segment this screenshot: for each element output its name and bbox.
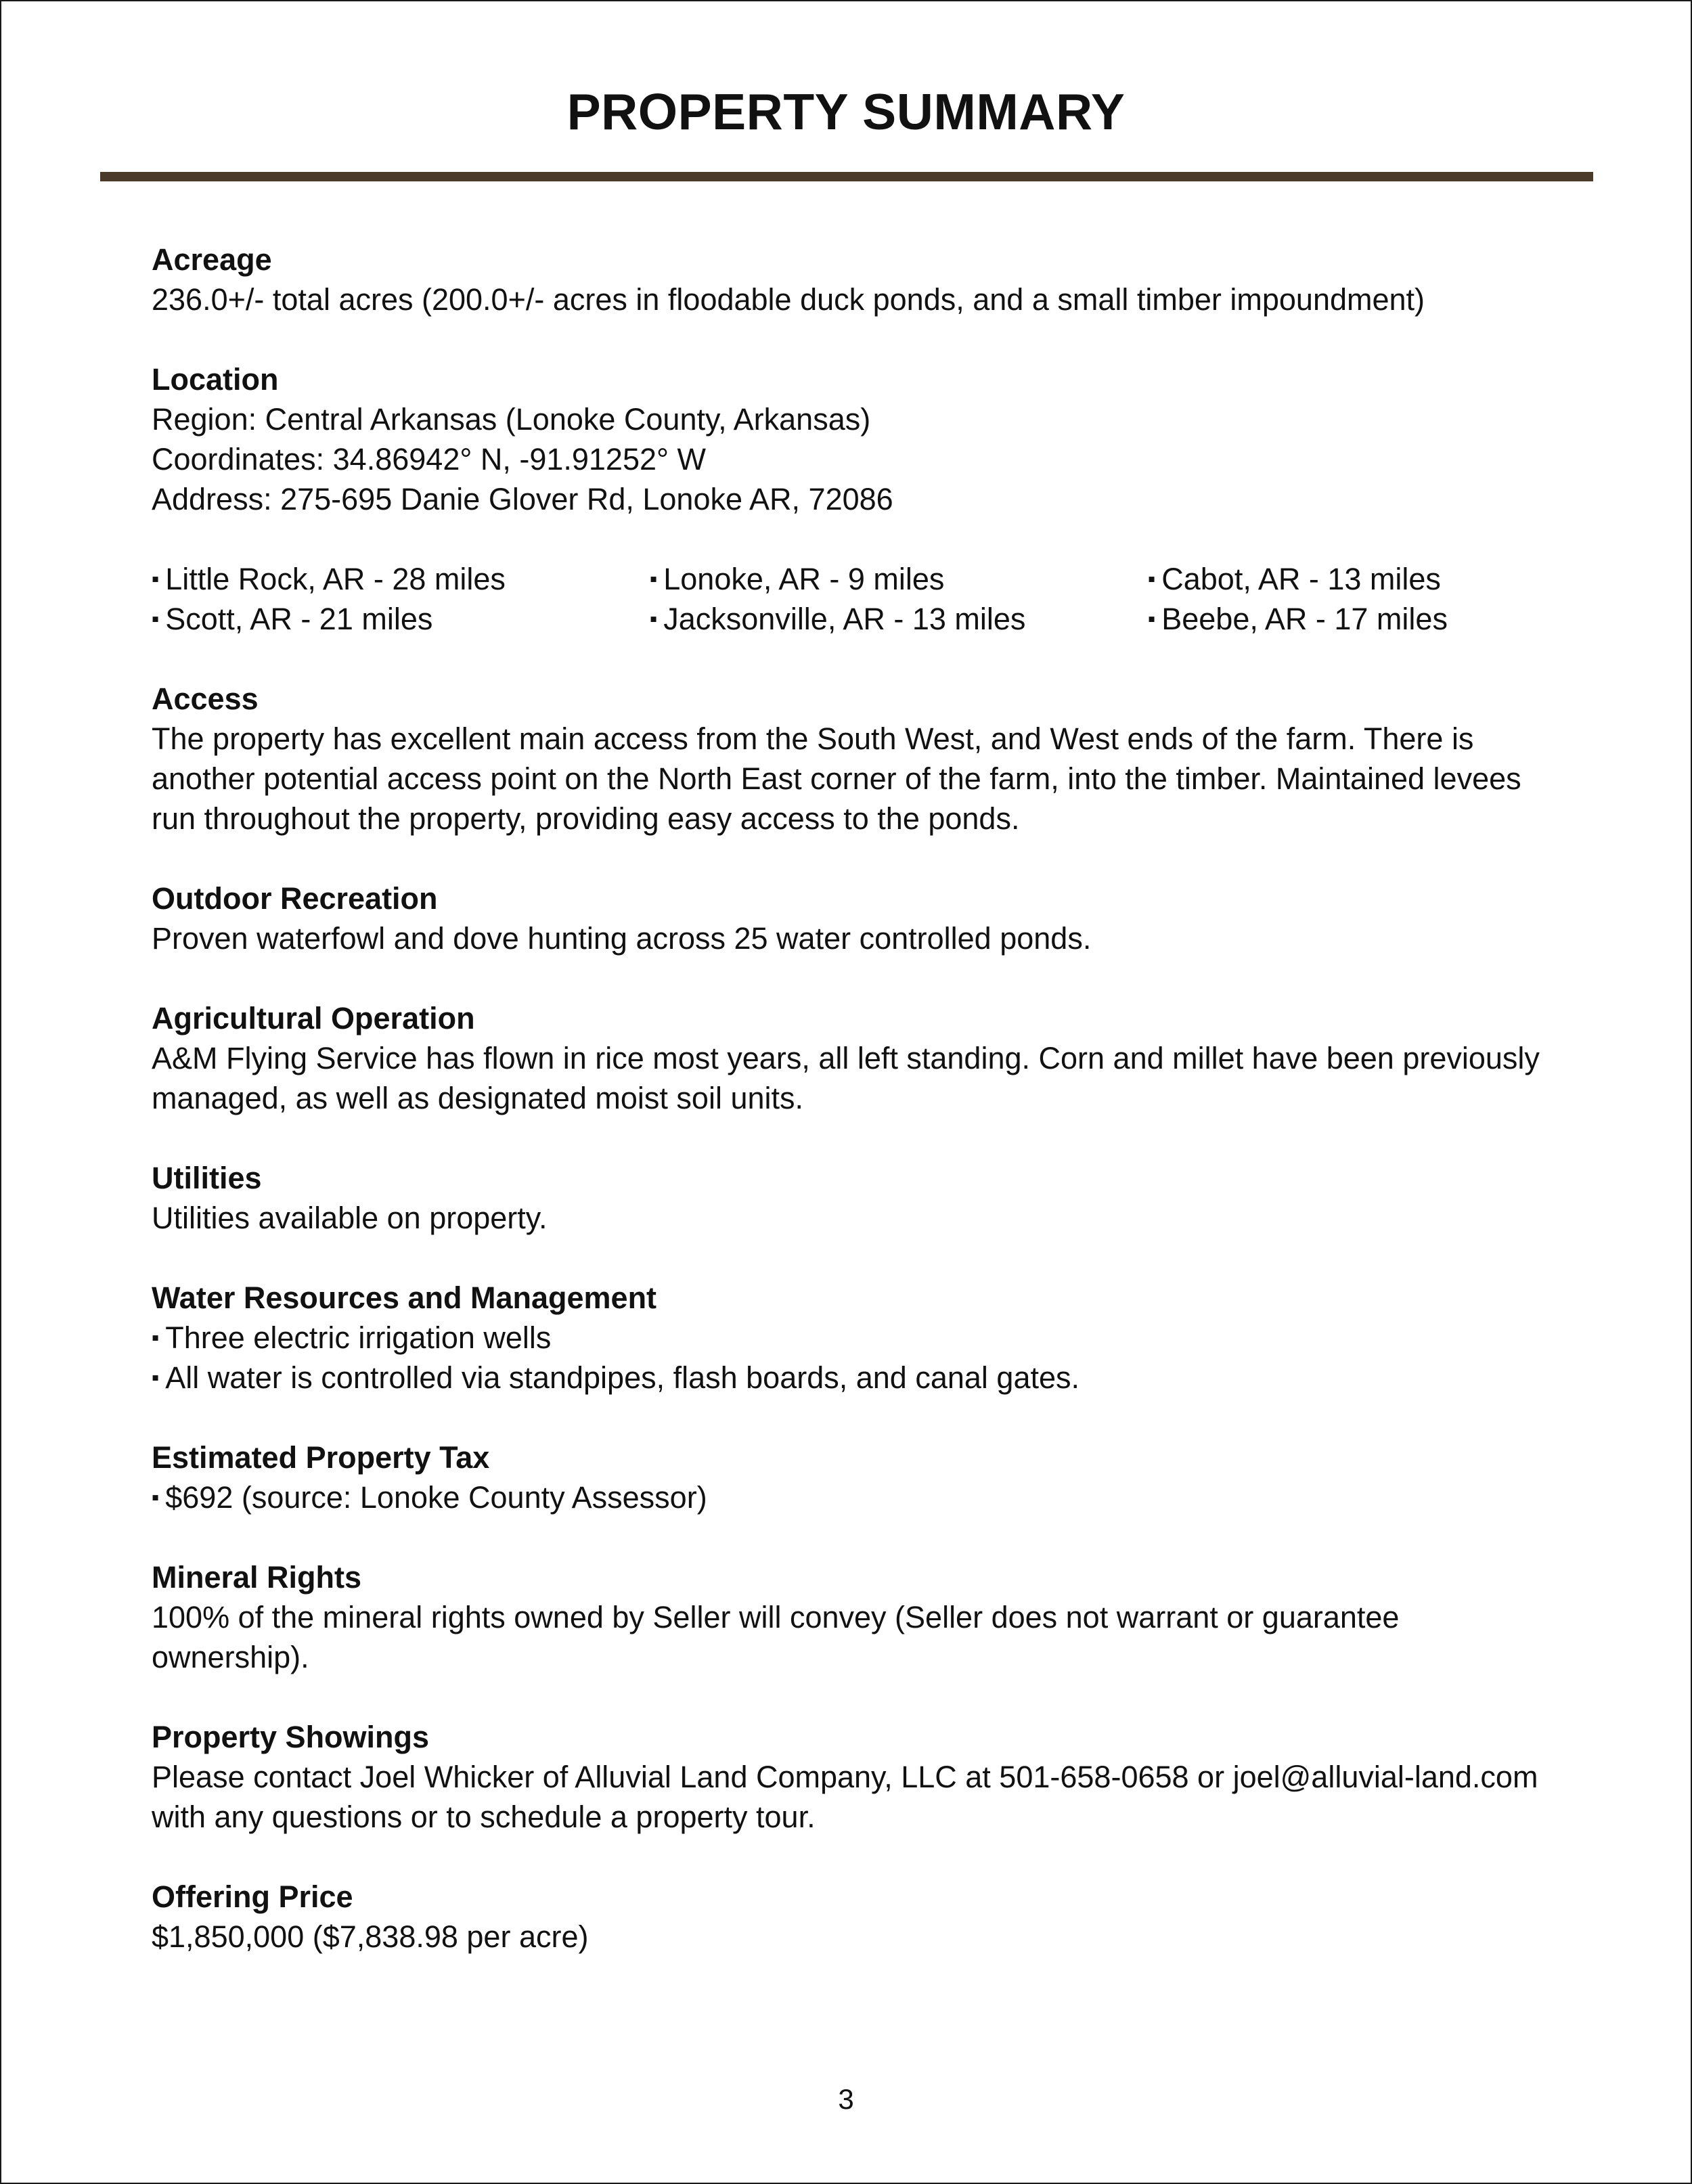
acreage-text: 236.0+/- total acres (200.0+/- acres in floodable duck ponds, and a small timber impoundment): [152, 282, 1425, 317]
town-item: ▪ Lonoke, AR - 9 miles: [650, 559, 1148, 599]
mineral-text: 100% of the mineral rights owned by Seller will convey (Seller does not warrant or guarantee ownership).: [152, 1600, 1400, 1674]
location-address: Address: 275-695 Danie Glover Rd, Lonoke AR, 72086: [152, 482, 893, 516]
location-coordinates: Coordinates: 34.86942° N, -91.91252° W: [152, 442, 706, 476]
acreage-heading: Acreage: [152, 242, 272, 277]
page-title: PROPERTY SUMMARY: [566, 83, 1126, 140]
location-heading: Location: [152, 362, 279, 397]
town-item: ▪ Little Rock, AR - 28 miles: [152, 559, 650, 599]
town-item: ▪ Beebe, AR - 17 miles: [1148, 599, 1559, 639]
showings-heading: Property Showings: [152, 1720, 430, 1754]
nearby-towns-list: [152, 559, 1559, 639]
recreation-text: Proven waterfowl and dove hunting across 25 water controlled ponds.: [152, 921, 1092, 956]
access-heading: Access: [152, 682, 259, 716]
water-item: ▪ Three electric irrigation wells: [152, 1318, 1559, 1358]
town-item: ▪ Jacksonville, AR - 13 miles: [650, 599, 1148, 639]
water-heading: Water Resources and Management: [152, 1280, 657, 1315]
recreation-heading: Outdoor Recreation: [152, 881, 438, 916]
water-section: [152, 1278, 1559, 1398]
utilities-text: Utilities available on property.: [152, 1201, 548, 1235]
location-section: [152, 359, 1559, 639]
location-region: Region: Central Arkansas (Lonoke County, Arkansas): [152, 402, 871, 437]
town-item: ▪ Scott, AR - 21 miles: [152, 599, 650, 639]
access-section: [152, 679, 1559, 839]
mineral-heading: Mineral Rights: [152, 1560, 362, 1595]
recreation-section: [152, 878, 1559, 958]
town-item: ▪ Cabot, AR - 13 miles: [1148, 559, 1559, 599]
access-text: The property has excellent main access from the South West, and West ends of the farm. There is another potential access point on the North East corner of the farm, into the timber. Maintained levees run throughout the property, providing easy access to the ponds.: [152, 721, 1521, 836]
tax-section: [152, 1438, 1559, 1517]
acreage-section: [152, 240, 1559, 319]
price-heading: Offering Price: [152, 1879, 353, 1914]
tax-item: ▪ $692 (source: Lonoke County Assessor): [152, 1477, 1559, 1517]
agriculture-text: A&M Flying Service has flown in rice most years, all left standing. Corn and millet have been previously managed, as well as designated moist soil units.: [152, 1041, 1540, 1115]
showings-section: [152, 1717, 1559, 1837]
page-number: 3: [838, 2083, 854, 2115]
agriculture-section: [152, 998, 1559, 1118]
tax-heading: Estimated Property Tax: [152, 1440, 490, 1475]
utilities-section: [152, 1158, 1559, 1238]
utilities-heading: Utilities: [152, 1161, 262, 1195]
price-text: $1,850,000 ($7,838.98 per acre): [152, 1919, 589, 1954]
water-item: ▪ All water is controlled via standpipes, flash boards, and canal gates.: [152, 1358, 1559, 1398]
showings-text: Please contact Joel Whicker of Alluvial Land Company, LLC at 501-658-0658 or joel@alluvial-land.com with any questions or to schedule a property tour.: [152, 1760, 1538, 1834]
title-divider: [100, 172, 1593, 181]
agriculture-heading: Agricultural Operation: [152, 1001, 475, 1035]
summary-content: [152, 240, 1559, 1997]
mineral-section: [152, 1557, 1559, 1677]
price-section: [152, 1877, 1559, 1957]
